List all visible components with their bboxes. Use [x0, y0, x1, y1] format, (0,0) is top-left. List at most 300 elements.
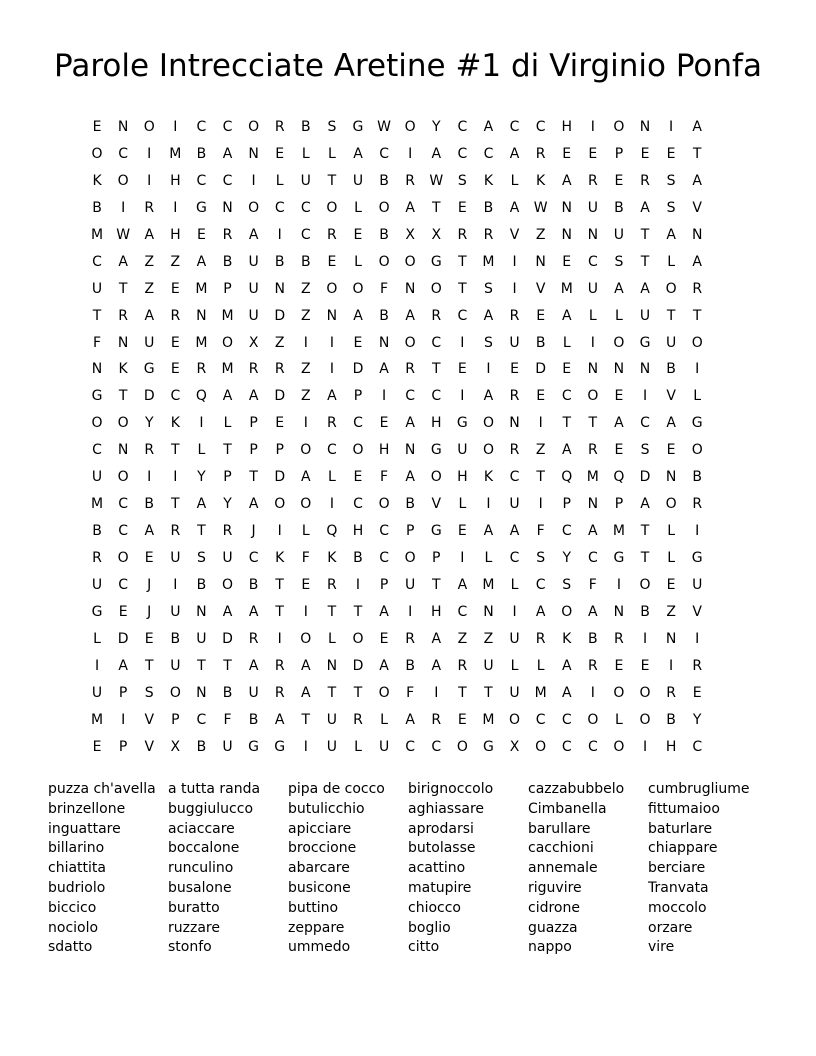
grid-cell[interactable]: N: [404, 280, 416, 297]
grid-cell[interactable]: N: [196, 603, 207, 620]
grid-cell[interactable]: U: [613, 226, 625, 243]
grid-cell[interactable]: T: [327, 603, 337, 620]
grid-cell[interactable]: C: [379, 145, 389, 162]
grid-cell[interactable]: K: [92, 172, 102, 189]
grid-cell[interactable]: A: [483, 307, 494, 324]
grid-cell[interactable]: B: [196, 576, 207, 593]
grid-cell[interactable]: J: [251, 523, 256, 540]
grid-cell[interactable]: F: [380, 280, 389, 297]
grid-cell[interactable]: R: [170, 307, 181, 324]
grid-cell[interactable]: K: [536, 172, 546, 189]
grid-cell[interactable]: U: [144, 334, 155, 351]
grid-cell[interactable]: C: [535, 711, 546, 728]
grid-cell[interactable]: I: [329, 496, 334, 513]
grid-cell[interactable]: O: [117, 550, 129, 566]
grid-cell[interactable]: I: [277, 523, 282, 540]
grid-cell[interactable]: C: [170, 388, 181, 405]
grid-cell[interactable]: S: [484, 280, 493, 297]
grid-cell[interactable]: G: [639, 334, 651, 351]
grid-cell[interactable]: U: [665, 334, 677, 351]
grid-cell[interactable]: A: [431, 145, 442, 162]
grid-cell[interactable]: R: [248, 630, 259, 647]
grid-cell[interactable]: C: [431, 388, 442, 405]
grid-cell[interactable]: A: [535, 603, 546, 620]
grid-cell[interactable]: U: [326, 738, 338, 755]
grid-cell[interactable]: B: [353, 550, 363, 566]
grid-cell[interactable]: N: [587, 226, 599, 243]
grid-cell[interactable]: G: [456, 415, 468, 432]
grid-cell[interactable]: H: [561, 119, 572, 135]
grid-cell[interactable]: B: [483, 199, 494, 216]
grid-cell[interactable]: O: [222, 334, 234, 351]
grid-cell[interactable]: T: [275, 576, 284, 593]
grid-cell[interactable]: N: [561, 199, 572, 216]
grid-cell[interactable]: T: [692, 307, 702, 324]
grid-cell[interactable]: R: [222, 523, 233, 540]
grid-cell[interactable]: L: [223, 415, 232, 432]
grid-cell[interactable]: C: [561, 738, 572, 755]
grid-cell[interactable]: A: [301, 684, 311, 701]
grid-cell[interactable]: N: [196, 307, 207, 324]
grid-cell[interactable]: K: [483, 172, 494, 189]
grid-cell[interactable]: E: [692, 684, 702, 701]
grid-cell[interactable]: I: [642, 630, 648, 647]
grid-cell[interactable]: P: [223, 469, 232, 486]
grid-cell[interactable]: H: [170, 172, 181, 189]
grid-cell[interactable]: B: [300, 253, 311, 270]
grid-cell[interactable]: O: [117, 172, 129, 189]
grid-cell[interactable]: A: [431, 657, 442, 674]
grid-cell[interactable]: E: [457, 361, 467, 378]
grid-cell[interactable]: L: [693, 388, 702, 405]
grid-cell[interactable]: H: [378, 442, 390, 459]
grid-cell[interactable]: O: [613, 119, 625, 135]
grid-cell[interactable]: L: [380, 711, 388, 728]
grid-cell[interactable]: K: [170, 415, 180, 432]
grid-cell[interactable]: C: [92, 253, 102, 270]
grid-cell[interactable]: U: [170, 603, 181, 620]
grid-cell[interactable]: N: [483, 603, 494, 620]
grid-cell[interactable]: B: [170, 630, 181, 647]
grid-cell[interactable]: D: [535, 361, 547, 378]
grid-cell[interactable]: R: [405, 630, 416, 647]
grid-cell[interactable]: I: [303, 415, 308, 432]
grid-cell[interactable]: S: [562, 576, 572, 593]
grid-cell[interactable]: E: [510, 361, 519, 378]
grid-cell[interactable]: I: [94, 657, 100, 674]
grid-cell[interactable]: U: [248, 280, 259, 297]
grid-cell[interactable]: N: [326, 657, 338, 674]
grid-cell[interactable]: T: [327, 172, 337, 189]
grid-cell[interactable]: O: [378, 253, 390, 270]
grid-cell[interactable]: A: [457, 576, 468, 593]
grid-cell[interactable]: U: [222, 738, 233, 755]
grid-cell[interactable]: A: [379, 603, 389, 620]
grid-cell[interactable]: O: [639, 711, 651, 728]
grid-cell[interactable]: I: [616, 576, 621, 593]
grid-cell[interactable]: L: [510, 576, 519, 593]
grid-cell[interactable]: C: [431, 334, 442, 351]
grid-cell[interactable]: Z: [144, 253, 155, 270]
grid-cell[interactable]: G: [483, 738, 494, 755]
grid-cell[interactable]: O: [378, 684, 390, 701]
grid-cell[interactable]: M: [586, 469, 599, 486]
grid-cell[interactable]: C: [274, 199, 285, 216]
grid-cell[interactable]: V: [431, 496, 442, 513]
grid-cell[interactable]: T: [327, 684, 337, 701]
grid-cell[interactable]: N: [91, 361, 103, 378]
grid-cell[interactable]: C: [405, 738, 416, 755]
grid-cell[interactable]: Y: [144, 415, 154, 432]
grid-cell[interactable]: A: [248, 657, 259, 674]
grid-cell[interactable]: U: [639, 307, 651, 324]
grid-cell[interactable]: R: [353, 711, 363, 728]
grid-cell[interactable]: N: [222, 199, 233, 216]
grid-cell[interactable]: U: [196, 630, 207, 647]
grid-cell[interactable]: Q: [561, 469, 573, 486]
grid-cell[interactable]: F: [536, 523, 545, 540]
grid-cell[interactable]: R: [614, 630, 624, 647]
grid-cell[interactable]: P: [353, 388, 363, 405]
grid-cell[interactable]: Z: [301, 307, 311, 324]
grid-cell[interactable]: R: [274, 119, 285, 135]
grid-cell[interactable]: E: [170, 280, 180, 297]
grid-cell[interactable]: A: [666, 226, 676, 243]
grid-cell[interactable]: E: [196, 226, 206, 243]
grid-cell[interactable]: J: [147, 603, 152, 620]
grid-cell[interactable]: I: [538, 415, 543, 432]
grid-cell[interactable]: A: [405, 415, 415, 432]
grid-cell[interactable]: M: [482, 253, 495, 270]
grid-cell[interactable]: O: [378, 496, 390, 513]
grid-cell[interactable]: T: [431, 361, 441, 378]
grid-cell[interactable]: O: [613, 334, 625, 351]
grid-cell[interactable]: A: [666, 415, 676, 432]
grid-cell[interactable]: U: [91, 576, 103, 593]
grid-cell[interactable]: F: [223, 711, 232, 728]
grid-cell[interactable]: R: [222, 226, 233, 243]
grid-cell[interactable]: G: [274, 738, 286, 755]
grid-cell[interactable]: B: [248, 711, 259, 728]
grid-cell[interactable]: O: [613, 684, 625, 701]
grid-cell[interactable]: B: [196, 738, 207, 755]
grid-cell[interactable]: G: [352, 119, 364, 135]
grid-cell[interactable]: I: [512, 253, 517, 270]
grid-cell[interactable]: A: [509, 199, 520, 216]
grid-cell[interactable]: C: [300, 226, 311, 243]
grid-cell[interactable]: A: [561, 172, 572, 189]
grid-cell[interactable]: C: [92, 442, 102, 459]
grid-cell[interactable]: E: [457, 711, 467, 728]
grid-cell[interactable]: A: [692, 172, 702, 189]
grid-cell[interactable]: U: [405, 576, 416, 593]
grid-cell[interactable]: I: [147, 145, 152, 162]
grid-cell[interactable]: R: [692, 496, 703, 513]
grid-cell[interactable]: O: [404, 119, 416, 135]
grid-cell[interactable]: A: [248, 388, 259, 405]
grid-cell[interactable]: I: [173, 119, 178, 135]
grid-cell[interactable]: Z: [483, 630, 494, 647]
grid-cell[interactable]: O: [300, 630, 312, 647]
grid-cell[interactable]: E: [640, 657, 650, 674]
grid-cell[interactable]: P: [118, 684, 128, 701]
grid-cell[interactable]: L: [510, 172, 519, 189]
grid-cell[interactable]: I: [173, 576, 178, 593]
grid-cell[interactable]: N: [404, 442, 416, 459]
grid-cell[interactable]: A: [561, 684, 572, 701]
grid-cell[interactable]: E: [536, 307, 546, 324]
grid-cell[interactable]: O: [482, 442, 494, 459]
grid-cell[interactable]: Z: [301, 361, 311, 378]
grid-cell[interactable]: F: [380, 469, 389, 486]
grid-cell[interactable]: S: [536, 550, 546, 566]
grid-cell[interactable]: C: [222, 172, 233, 189]
grid-cell[interactable]: I: [642, 388, 648, 405]
grid-cell[interactable]: Y: [223, 496, 232, 513]
grid-cell[interactable]: Y: [431, 119, 441, 135]
grid-cell[interactable]: U: [91, 469, 103, 486]
grid-cell[interactable]: G: [195, 199, 207, 216]
grid-cell[interactable]: G: [143, 361, 155, 378]
grid-cell[interactable]: R: [640, 172, 650, 189]
grid-cell[interactable]: A: [561, 657, 572, 674]
grid-cell[interactable]: O: [482, 415, 494, 432]
grid-cell[interactable]: R: [431, 307, 442, 324]
grid-cell[interactable]: S: [327, 119, 337, 135]
grid-cell[interactable]: R: [248, 361, 259, 378]
grid-cell[interactable]: A: [692, 253, 702, 270]
grid-cell[interactable]: T: [458, 253, 467, 270]
grid-cell[interactable]: O: [613, 738, 625, 755]
grid-cell[interactable]: T: [301, 711, 311, 728]
grid-cell[interactable]: I: [669, 119, 674, 135]
grid-cell[interactable]: V: [692, 199, 702, 216]
grid-cell[interactable]: E: [118, 603, 128, 620]
grid-cell[interactable]: N: [665, 630, 677, 647]
grid-cell[interactable]: L: [301, 145, 310, 162]
grid-cell[interactable]: A: [196, 253, 207, 270]
grid-cell[interactable]: I: [277, 226, 282, 243]
grid-cell[interactable]: L: [458, 496, 467, 513]
grid-cell[interactable]: T: [458, 684, 467, 701]
grid-cell[interactable]: C: [118, 576, 129, 593]
grid-cell[interactable]: C: [196, 119, 207, 135]
grid-cell[interactable]: O: [248, 119, 260, 135]
grid-cell[interactable]: U: [483, 657, 494, 674]
grid-cell[interactable]: O: [352, 630, 364, 647]
grid-cell[interactable]: I: [538, 496, 543, 513]
grid-cell[interactable]: O: [456, 738, 468, 755]
grid-cell[interactable]: U: [587, 280, 598, 297]
grid-cell[interactable]: S: [640, 442, 650, 459]
grid-cell[interactable]: I: [147, 469, 152, 486]
grid-cell[interactable]: R: [327, 415, 337, 432]
grid-cell[interactable]: H: [431, 415, 442, 432]
grid-cell[interactable]: Q: [195, 388, 207, 405]
grid-cell[interactable]: C: [248, 550, 259, 566]
grid-cell[interactable]: P: [562, 496, 571, 513]
grid-cell[interactable]: I: [355, 576, 361, 593]
grid-cell[interactable]: N: [274, 280, 285, 297]
grid-cell[interactable]: M: [91, 496, 104, 513]
grid-cell[interactable]: I: [329, 361, 334, 378]
grid-cell[interactable]: O: [639, 576, 651, 593]
grid-cell[interactable]: S: [614, 253, 624, 270]
grid-cell[interactable]: A: [614, 415, 624, 432]
grid-cell[interactable]: B: [640, 603, 650, 620]
grid-cell[interactable]: D: [274, 469, 286, 486]
grid-cell[interactable]: C: [587, 738, 598, 755]
grid-cell[interactable]: O: [404, 253, 416, 270]
grid-cell[interactable]: P: [614, 496, 624, 513]
grid-cell[interactable]: C: [379, 550, 389, 566]
grid-cell[interactable]: A: [509, 523, 520, 540]
grid-cell[interactable]: I: [173, 199, 178, 216]
grid-cell[interactable]: I: [251, 172, 256, 189]
grid-cell[interactable]: M: [221, 361, 234, 378]
grid-cell[interactable]: D: [143, 388, 155, 405]
grid-cell[interactable]: R: [457, 226, 468, 243]
grid-cell[interactable]: C: [692, 738, 703, 755]
grid-cell[interactable]: O: [404, 550, 416, 566]
grid-cell[interactable]: L: [275, 172, 284, 189]
grid-cell[interactable]: T: [431, 199, 441, 216]
grid-cell[interactable]: A: [431, 630, 442, 647]
grid-cell[interactable]: X: [248, 334, 259, 351]
grid-cell[interactable]: E: [562, 361, 572, 378]
grid-cell[interactable]: B: [405, 496, 415, 513]
grid-cell[interactable]: A: [222, 603, 233, 620]
grid-cell[interactable]: Z: [170, 253, 181, 270]
grid-cell[interactable]: O: [639, 684, 651, 701]
grid-cell[interactable]: S: [484, 334, 493, 351]
grid-cell[interactable]: B: [92, 523, 102, 540]
grid-cell[interactable]: T: [431, 576, 441, 593]
grid-cell[interactable]: O: [248, 199, 260, 216]
grid-cell[interactable]: C: [561, 388, 572, 405]
grid-cell[interactable]: L: [327, 145, 336, 162]
grid-cell[interactable]: E: [588, 145, 598, 162]
grid-cell[interactable]: P: [171, 711, 180, 728]
grid-cell[interactable]: V: [509, 226, 520, 243]
grid-cell[interactable]: H: [665, 738, 677, 755]
grid-cell[interactable]: A: [483, 388, 494, 405]
grid-cell[interactable]: U: [692, 576, 703, 593]
grid-cell[interactable]: A: [483, 523, 494, 540]
grid-cell[interactable]: E: [327, 253, 337, 270]
grid-cell[interactable]: N: [587, 496, 599, 513]
grid-cell[interactable]: I: [695, 523, 700, 540]
grid-cell[interactable]: L: [536, 657, 545, 674]
grid-cell[interactable]: I: [486, 361, 491, 378]
grid-cell[interactable]: A: [222, 145, 233, 162]
grid-cell[interactable]: D: [352, 361, 364, 378]
grid-cell[interactable]: W: [533, 199, 548, 216]
grid-cell[interactable]: G: [248, 738, 260, 755]
grid-cell[interactable]: V: [144, 711, 155, 728]
grid-cell[interactable]: A: [248, 496, 259, 513]
grid-cell[interactable]: U: [352, 172, 364, 189]
grid-cell[interactable]: I: [512, 603, 517, 620]
grid-cell[interactable]: K: [483, 469, 494, 486]
grid-cell[interactable]: E: [275, 415, 285, 432]
grid-cell[interactable]: V: [666, 388, 676, 405]
grid-cell[interactable]: E: [614, 442, 624, 459]
grid-cell[interactable]: V: [692, 603, 702, 620]
grid-cell[interactable]: O: [300, 496, 312, 513]
grid-cell[interactable]: M: [482, 711, 495, 728]
grid-cell[interactable]: E: [379, 415, 389, 432]
grid-cell[interactable]: P: [614, 145, 624, 162]
grid-cell[interactable]: B: [196, 145, 207, 162]
grid-cell[interactable]: P: [275, 442, 284, 459]
grid-cell[interactable]: A: [248, 226, 259, 243]
grid-cell[interactable]: A: [301, 657, 311, 674]
grid-cell[interactable]: C: [379, 523, 389, 540]
grid-cell[interactable]: R: [274, 361, 285, 378]
grid-cell[interactable]: A: [483, 119, 494, 135]
grid-cell[interactable]: C: [327, 442, 337, 459]
grid-cell[interactable]: C: [405, 388, 416, 405]
grid-cell[interactable]: O: [117, 469, 129, 486]
grid-cell[interactable]: R: [535, 630, 546, 647]
grid-cell[interactable]: R: [274, 684, 285, 701]
grid-cell[interactable]: A: [561, 307, 572, 324]
grid-cell[interactable]: N: [639, 361, 651, 378]
grid-cell[interactable]: P: [432, 550, 441, 566]
grid-cell[interactable]: N: [535, 253, 546, 270]
grid-cell[interactable]: T: [197, 523, 206, 540]
grid-cell[interactable]: I: [173, 469, 178, 486]
grid-cell[interactable]: B: [692, 469, 702, 486]
grid-cell[interactable]: S: [196, 550, 206, 566]
grid-cell[interactable]: O: [274, 496, 286, 513]
grid-cell[interactable]: A: [118, 657, 128, 674]
grid-cell[interactable]: I: [303, 334, 308, 351]
grid-cell[interactable]: C: [509, 550, 520, 566]
grid-cell[interactable]: M: [195, 334, 208, 351]
grid-cell[interactable]: I: [382, 388, 387, 405]
grid-cell[interactable]: L: [301, 523, 310, 540]
grid-cell[interactable]: R: [170, 523, 181, 540]
grid-cell[interactable]: U: [222, 550, 233, 566]
grid-cell[interactable]: U: [248, 307, 259, 324]
grid-cell[interactable]: A: [222, 388, 233, 405]
grid-cell[interactable]: R: [457, 657, 468, 674]
grid-cell[interactable]: A: [405, 307, 415, 324]
grid-cell[interactable]: U: [457, 442, 468, 459]
grid-cell[interactable]: L: [615, 711, 623, 728]
grid-cell[interactable]: A: [144, 226, 155, 243]
grid-cell[interactable]: G: [430, 442, 442, 459]
grid-cell[interactable]: N: [326, 307, 338, 324]
grid-cell[interactable]: B: [405, 657, 415, 674]
grid-cell[interactable]: R: [692, 657, 703, 674]
grid-cell[interactable]: O: [691, 334, 703, 351]
grid-cell[interactable]: C: [457, 603, 468, 620]
grid-cell[interactable]: E: [353, 226, 363, 243]
grid-cell[interactable]: R: [692, 280, 703, 297]
grid-cell[interactable]: I: [408, 603, 413, 620]
grid-cell[interactable]: I: [460, 550, 465, 566]
grid-cell[interactable]: N: [587, 361, 599, 378]
grid-cell[interactable]: T: [118, 388, 128, 405]
grid-cell[interactable]: O: [587, 388, 599, 405]
grid-cell[interactable]: U: [587, 199, 598, 216]
grid-cell[interactable]: A: [640, 496, 650, 513]
grid-cell[interactable]: B: [379, 226, 389, 243]
grid-cell[interactable]: M: [221, 307, 234, 324]
